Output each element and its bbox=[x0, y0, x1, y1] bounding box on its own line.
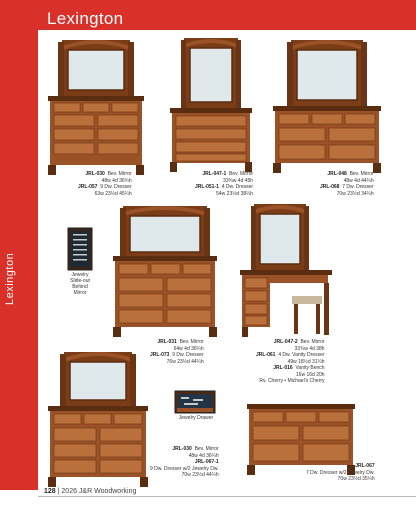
caption-p2: JRL-047-1 Bev. Mirror 33¾w 4d 45h JRL-051-1 4 Dw. Dresser 54w 23½d 38¼h bbox=[195, 171, 254, 197]
side-tab-label: Lexington bbox=[4, 252, 16, 305]
footer-rule bbox=[38, 496, 416, 497]
side-tab bbox=[0, 30, 38, 490]
page-footer bbox=[44, 488, 136, 495]
caption-p1: JRL-030 Bev. Mirror 48w 4d 36¾h JRL-057 9 Dw. Dresser 63w 23½d 45¼h bbox=[78, 171, 132, 197]
caption-p4: JRL-031 Bev. Mirror 64w 4d 36¼h JRL-073 9 Dw. Dresser 76w 23½d 44¼h bbox=[150, 339, 204, 365]
dresser-image-jrl-073 bbox=[113, 206, 217, 338]
vanity-image-jrl-061 bbox=[240, 204, 332, 338]
jewelry-slideout-photo bbox=[68, 228, 92, 270]
jewelry-slideout-label: Jewelry Slide-out Behind Mirror bbox=[70, 272, 90, 296]
dresser-image-jrl-057 bbox=[48, 40, 144, 176]
dresser-image-jrl-051-1 bbox=[170, 38, 252, 174]
caption-p7: JRL-067 7 Dw. Dresser w/2 Jewelry Dw. 70w 23½d 35¼h bbox=[306, 463, 375, 482]
caption-p6: JRL-030 Bev. Mirror 48w 4d 36¼h JRL-067-1 9 Dw. Dresser w/2 Jewelry Dw. 70w 23½d 44¼h bbox=[150, 446, 219, 478]
dresser-image-jrl-067-1 bbox=[48, 352, 148, 488]
footer-company: | 2026 J&R Woodworking bbox=[57, 488, 137, 495]
jewelry-drawer-label: Jewelry Drawer bbox=[178, 415, 214, 421]
caption-p5: JRL-047-2 Bev. Mirror 33¾w 4d 38h JRL-061 4 Dw. Vanity Dresser 49w 18½d 31¼h JRL-016 Vanity Bench 16w 16d 20h Rv. Cherry • Michael's Cherry bbox=[256, 339, 325, 384]
page-header bbox=[0, 0, 416, 30]
page-title: Lexington bbox=[47, 9, 124, 28]
dresser-image-jrl-068 bbox=[273, 40, 381, 176]
caption-p3: JRL-048 Bev. Mirror 48w 4d 44¼h JRL-068 7 Dw. Dresser 70w 23½d 34¼h bbox=[320, 171, 374, 197]
jewelry-drawer-photo bbox=[175, 391, 215, 413]
page-number: 128 bbox=[44, 488, 56, 495]
